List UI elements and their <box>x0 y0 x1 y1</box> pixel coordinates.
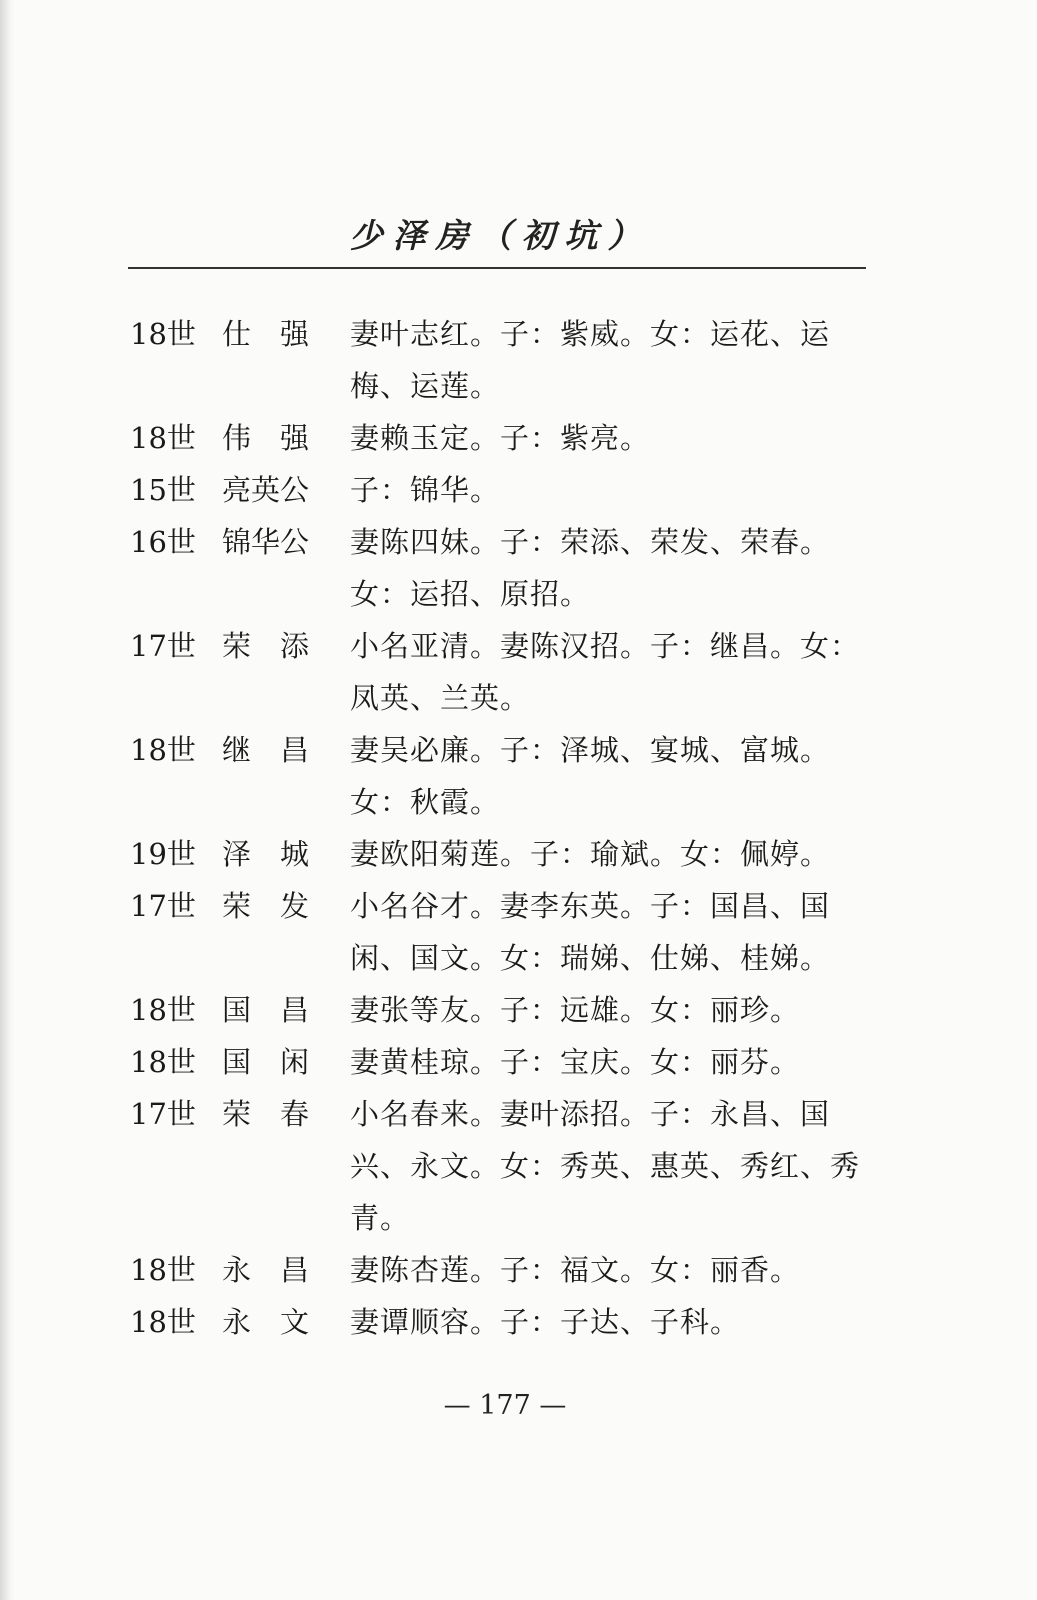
generation-label: 18世 <box>130 1253 196 1287</box>
person-name: 永 昌 <box>222 1253 310 1287</box>
person-description: 妻吴必廉。子：泽城、宴城、富城。女：秋霞。 <box>350 733 831 819</box>
person-name: 国 昌 <box>222 993 310 1027</box>
person-description: 小名谷才。妻李东英。子：国昌、国闲、国文。女：瑞娣、仕娣、桂娣。 <box>350 889 831 975</box>
generation-label: 18世 <box>130 733 196 767</box>
generation-label: 15世 <box>130 473 196 507</box>
page-header-title: 少泽房（初坑） <box>349 216 651 255</box>
person-description: 妻谭顺容。子：子达、子科。 <box>350 1305 741 1339</box>
genealogy-entry <box>130 308 890 412</box>
generation-label: 18世 <box>130 1045 196 1079</box>
person-name: 荣 春 <box>222 1097 310 1131</box>
header-rule <box>128 267 866 269</box>
genealogy-entries <box>130 308 890 1348</box>
person-name: 锦华公 <box>222 525 310 559</box>
generation-label: 17世 <box>130 629 196 663</box>
person-description: 妻黄桂琼。子：宝庆。女：丽芬。 <box>350 1045 801 1079</box>
generation-label: 17世 <box>130 889 196 923</box>
genealogy-entry <box>130 880 890 984</box>
person-name: 永 文 <box>222 1305 310 1339</box>
genealogy-entry <box>130 1296 890 1348</box>
genealogy-entry <box>130 412 890 464</box>
person-description: 妻欧阳菊莲。子：瑜斌。女：佩婷。 <box>350 837 831 871</box>
page-number: — 177 — <box>443 1390 567 1421</box>
generation-label: 17世 <box>130 1097 196 1131</box>
person-name: 继 昌 <box>222 733 310 767</box>
person-description: 小名春来。妻叶添招。子：永昌、国兴、永文。女：秀英、惠英、秀红、秀青。 <box>350 1097 861 1235</box>
genealogy-entry <box>130 828 890 880</box>
genealogy-entry <box>130 1036 890 1088</box>
generation-label: 18世 <box>130 993 196 1027</box>
genealogy-entry <box>130 984 890 1036</box>
person-description: 小名亚清。妻陈汉招。子：继昌。女：凤英、兰英。 <box>350 629 861 715</box>
person-name: 仕 强 <box>222 317 310 351</box>
person-description: 妻赖玉定。子：紫亮。 <box>350 421 651 455</box>
person-name: 荣 发 <box>222 889 310 923</box>
person-description: 妻陈四妹。子：荣添、荣发、荣春。女：运招、原招。 <box>350 525 831 611</box>
genealogy-entry <box>130 464 890 516</box>
genealogy-entry <box>130 1244 890 1296</box>
generation-label: 18世 <box>130 421 196 455</box>
genealogy-entry <box>130 1088 890 1244</box>
person-name: 伟 强 <box>222 421 310 455</box>
genealogy-entry <box>130 516 890 620</box>
person-description: 子：锦华。 <box>350 473 501 507</box>
person-description: 妻张等友。子：远雄。女：丽珍。 <box>350 993 801 1027</box>
generation-label: 18世 <box>130 1305 196 1339</box>
generation-label: 19世 <box>130 837 196 871</box>
person-name: 荣 添 <box>222 629 310 663</box>
person-name: 泽 城 <box>222 837 310 871</box>
generation-label: 16世 <box>130 525 196 559</box>
genealogy-entry <box>130 724 890 828</box>
person-description: 妻叶志红。子：紫威。女：运花、运梅、运莲。 <box>350 317 831 403</box>
person-name: 亮英公 <box>222 473 310 507</box>
generation-label: 18世 <box>130 317 196 351</box>
person-name: 国 闲 <box>222 1045 310 1079</box>
genealogy-entry <box>130 620 890 724</box>
person-description: 妻陈杏莲。子：福文。女：丽香。 <box>350 1253 801 1287</box>
